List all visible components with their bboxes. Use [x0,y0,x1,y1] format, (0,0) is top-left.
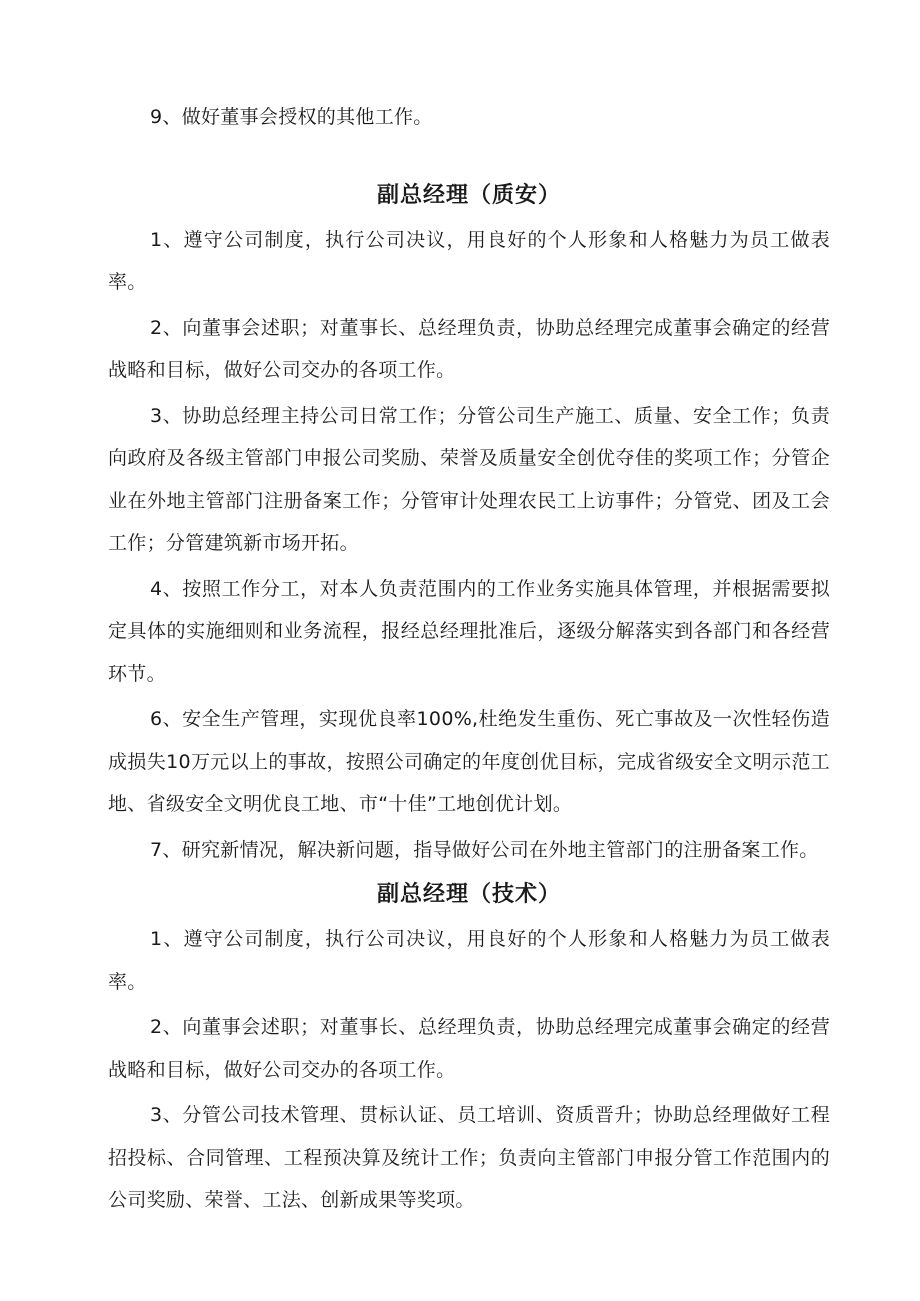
paragraph: 6、安全生产管理，实现优良率100%,杜绝发生重伤、死亡事故及一次性轻伤造成损失10万元以上的事故，按照公司确定的年度创优目标，完成省级安全文明示范工地、省级安全文明优良工地、市“十佳”工地创优计划。 [108,708,830,815]
section-technical [108,874,830,1222]
document-page [108,96,830,1225]
paragraph: 7、研究新情况，解决新问题，指导做好公司在外地主管部门的注册备案工作。 [150,838,819,861]
section-title: 副总经理（技术） [376,882,561,907]
paragraph: 1、遵守公司制度，执行公司决议，用良好的个人形象和人格魅力为员工做表率。 [108,928,830,993]
intro-paragraph: 9、做好董事会授权的其他工作。 [150,106,433,128]
paragraph: 1、遵守公司制度，执行公司决议，用良好的个人形象和人格魅力为员工做表率。 [108,228,830,293]
paragraph: 2、向董事会述职；对董事长、总经理负责，协助总经理完成董事会确定的经营战略和目标，做好公司交办的各项工作。 [108,1016,830,1081]
paragraph: 3、协助总经理主持公司日常工作；分管公司生产施工、质量、安全工作；负责向政府及各级主管部门申报公司奖励、荣誉及质量安全创优夺佳的奖项工作；分管企业在外地主管部门注册备案工作；分管审计处理农民工上访事件；分管党、团及工会工作；分管建筑新市场开拓。 [108,404,830,554]
paragraph: 4、按照工作分工，对本人负责范围内的工作业务实施具体管理，并根据需要拟定具体的实施细则和业务流程，报经总经理批准后，逐级分解落实到各部门和各经营环节。 [108,577,830,685]
paragraph: 3、分管公司技术管理、贯标认证、员工培训、资质晋升；协助总经理做好工程招投标、合同管理、工程预决算及统计工作；负责向主管部门申报分管工作范围内的公司奖励、荣誉、工法、创新成果等奖项。 [108,1104,830,1211]
section-title: 副总经理（质安） [376,182,561,208]
paragraph: 2、向董事会述职；对董事长、总经理负责，协助总经理完成董事会确定的经营战略和目标，做好公司交办的各项工作。 [108,316,830,381]
section-quality-safety [108,175,830,872]
